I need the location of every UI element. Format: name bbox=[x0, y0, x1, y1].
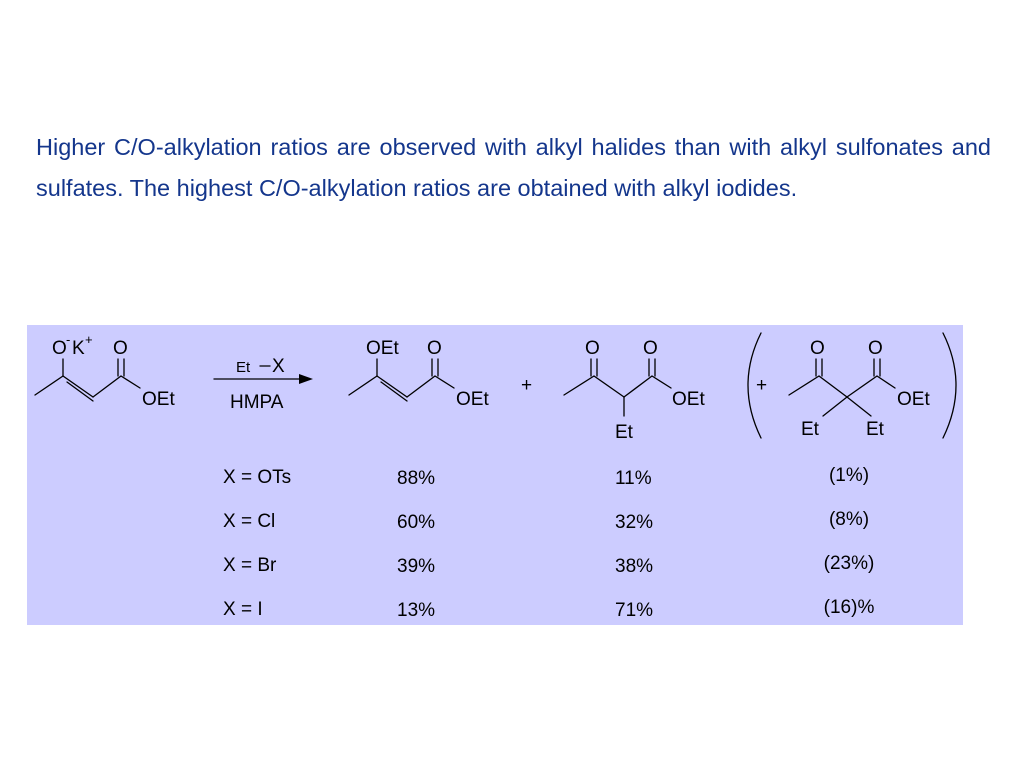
leaving-group-cell: X = OTs bbox=[223, 467, 292, 488]
reagent-et: Et bbox=[236, 359, 251, 376]
product3-ester: OEt bbox=[897, 389, 930, 410]
product1-yield: 39% bbox=[397, 556, 436, 577]
reaction-arrow bbox=[214, 366, 304, 379]
product1-yield: 60% bbox=[397, 512, 436, 533]
product3-ethyl-left: Et bbox=[801, 419, 819, 440]
plus-sign-1: + bbox=[521, 375, 533, 396]
product3-yield: (1%) bbox=[828, 465, 870, 486]
product1-ester: OEt bbox=[456, 389, 489, 410]
plus-charge: + bbox=[85, 332, 93, 347]
leaving-group-cell: X = Br bbox=[223, 555, 277, 576]
product3-yield: (8%) bbox=[828, 509, 870, 530]
reactant-carbonyl-o: O bbox=[113, 338, 128, 359]
product3-bonds bbox=[789, 359, 895, 416]
product3-ketone-o: O bbox=[810, 338, 825, 359]
product2-ketone-o: O bbox=[585, 338, 600, 359]
leaving-group-cell: X = I bbox=[223, 599, 263, 620]
product3-yield: (16)% bbox=[823, 597, 875, 618]
product2-yield: 32% bbox=[615, 512, 654, 533]
product3-carbonyl-o: O bbox=[868, 338, 883, 359]
product1-yield: 88% bbox=[397, 468, 436, 489]
minus-charge: - bbox=[66, 332, 71, 347]
product1-enol-ether: OEt bbox=[366, 338, 399, 359]
reaction-panel bbox=[27, 325, 963, 625]
product3-ethyl-right: Et bbox=[866, 419, 884, 440]
solvent-label: HMPA bbox=[230, 392, 284, 413]
right-parenthesis bbox=[943, 333, 956, 438]
leaving-group-cell: X = Cl bbox=[223, 511, 276, 532]
product2-ethyl: Et bbox=[615, 422, 633, 443]
product1-carbonyl-o: O bbox=[427, 338, 442, 359]
potassium-label: K bbox=[72, 338, 85, 359]
product2-bonds bbox=[564, 359, 671, 416]
product2-yield: 38% bbox=[615, 556, 654, 577]
product3-yield: (23%) bbox=[823, 553, 875, 574]
product2-ester: OEt bbox=[672, 389, 705, 410]
arrow-head bbox=[299, 374, 313, 384]
reactant-bonds bbox=[35, 359, 140, 401]
plus-sign-2: + bbox=[756, 375, 768, 396]
reagent-x: X bbox=[272, 356, 285, 377]
product2-yield: 11% bbox=[615, 468, 652, 489]
product1-yield: 13% bbox=[397, 600, 436, 621]
reactant-ester-label: OEt bbox=[142, 389, 175, 410]
product2-yield: 71% bbox=[615, 600, 654, 621]
reactant-o-label: O bbox=[52, 338, 67, 359]
intro-paragraph: Higher C/O-alkylation ratios are observed with alkyl halides than with alkyl sulfonates and sulfates. The highest C/O-alkylation ratios are obtained with alkyl iodides. bbox=[36, 134, 991, 201]
product2-carbonyl-o: O bbox=[643, 338, 658, 359]
product1-bonds bbox=[349, 359, 454, 401]
